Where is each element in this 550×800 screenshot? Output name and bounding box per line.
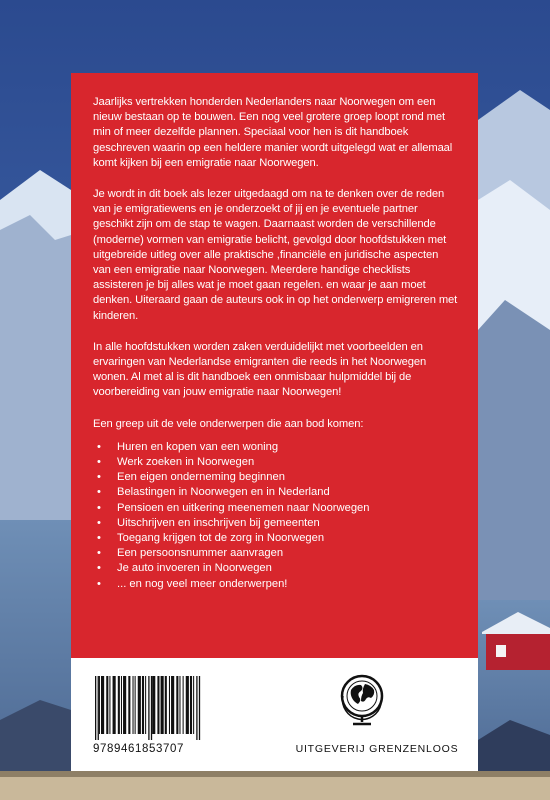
- topic-text: Je auto invoeren in Noorwegen: [117, 562, 272, 575]
- bullet-icon: •: [97, 532, 101, 545]
- topic-text: ... en nog veel meer onderwerpen!: [117, 577, 288, 590]
- topic-text: Werk zoeken in Noorwegen: [117, 456, 255, 469]
- barcode-footer: [71, 658, 478, 771]
- list-item: [93, 501, 458, 516]
- list-item: [93, 561, 458, 576]
- list-item: [93, 455, 458, 470]
- topic-text: Huren en kopen van een woning: [117, 440, 279, 453]
- topics-intro: Een greep uit de vele onderwerpen die aan bod komen:: [93, 417, 364, 430]
- bullet-icon: •: [97, 456, 101, 469]
- publisher-name: UITGEVERIJ GRENZENLOOS: [295, 743, 459, 755]
- description-panel: [71, 73, 478, 658]
- intro-paragraph: Jaarlijks vertrekken honderden Nederlanders naar Noorwegen om een nieuw bestaan op te bouwen. Een nog veel grotere groep loopt rond met min of meer dezelfde plannen. Speciaal voor hen is dit handboek geschreven waarin op een heldere manier wordt uitgelegd wat er allemaal komt kijken bij een emigratie naar Noorwegen.: [93, 96, 453, 169]
- list-item: [93, 577, 458, 592]
- bullet-icon: •: [97, 440, 101, 453]
- bullet-icon: •: [97, 577, 101, 590]
- topic-text: Toegang krijgen tot de zorg in Noorwegen: [117, 532, 325, 545]
- barcode: [93, 676, 243, 740]
- list-item: [93, 516, 458, 531]
- bullet-icon: •: [97, 547, 101, 560]
- list-item: [93, 485, 458, 500]
- bullet-icon: •: [97, 486, 101, 499]
- bullet-icon: •: [97, 501, 101, 514]
- list-item: [93, 546, 458, 561]
- topic-text: Uitschrijven en inschrijven bij gemeenten: [117, 516, 320, 529]
- list-item: [93, 470, 458, 485]
- bullet-icon: •: [97, 516, 101, 529]
- examples-paragraph: In alle hoofdstukken worden zaken verduidelijkt met voorbeelden en ervaringen van Nederlandse emigranten die reeds in het Noorwegen wonen. Al met al is dit handboek een onmisbaar hulpmiddel bij de voorbereiding van jouw emigratie naar Noorwegen!: [93, 340, 427, 399]
- topic-text: Pensioen en uitkering meenemen naar Noorwegen: [117, 501, 370, 514]
- topic-text: Een eigen onderneming beginnen: [117, 471, 285, 484]
- topic-text: Belastingen in Noorwegen en in Nederland: [117, 486, 330, 499]
- bullet-icon: •: [97, 471, 101, 484]
- topic-text: Een persoonsnummer aanvragen: [117, 547, 284, 560]
- content-paragraph: Je wordt in dit boek als lezer uitgedaagd om na te denken over de reden van je emigratiewens en je onderzoekt of jij en je eventuele partner geschikt zijn om de stap te wagen. Daarnaast worden de verschillende (moderne) vormen van emigratie belicht, gevolgd door hoofdstukken met uitgebreide uitleg over alle praktische ,financiële en juridische aspecten van een emigratie naar Noorwegen. Meerdere handige checklists assisteren je bij alles wat je moet gaan regelen. en waar je aan moet denken. Uiteraard gaan de auteurs ook in op het onderwerp emigreren met kinderen.: [93, 188, 458, 322]
- list-item: [93, 531, 458, 546]
- bullet-icon: •: [97, 562, 101, 575]
- isbn-number: 9789461853707: [93, 743, 184, 755]
- topics-list: [93, 440, 458, 592]
- list-item: [93, 440, 458, 455]
- globe-logo-icon: [335, 672, 389, 728]
